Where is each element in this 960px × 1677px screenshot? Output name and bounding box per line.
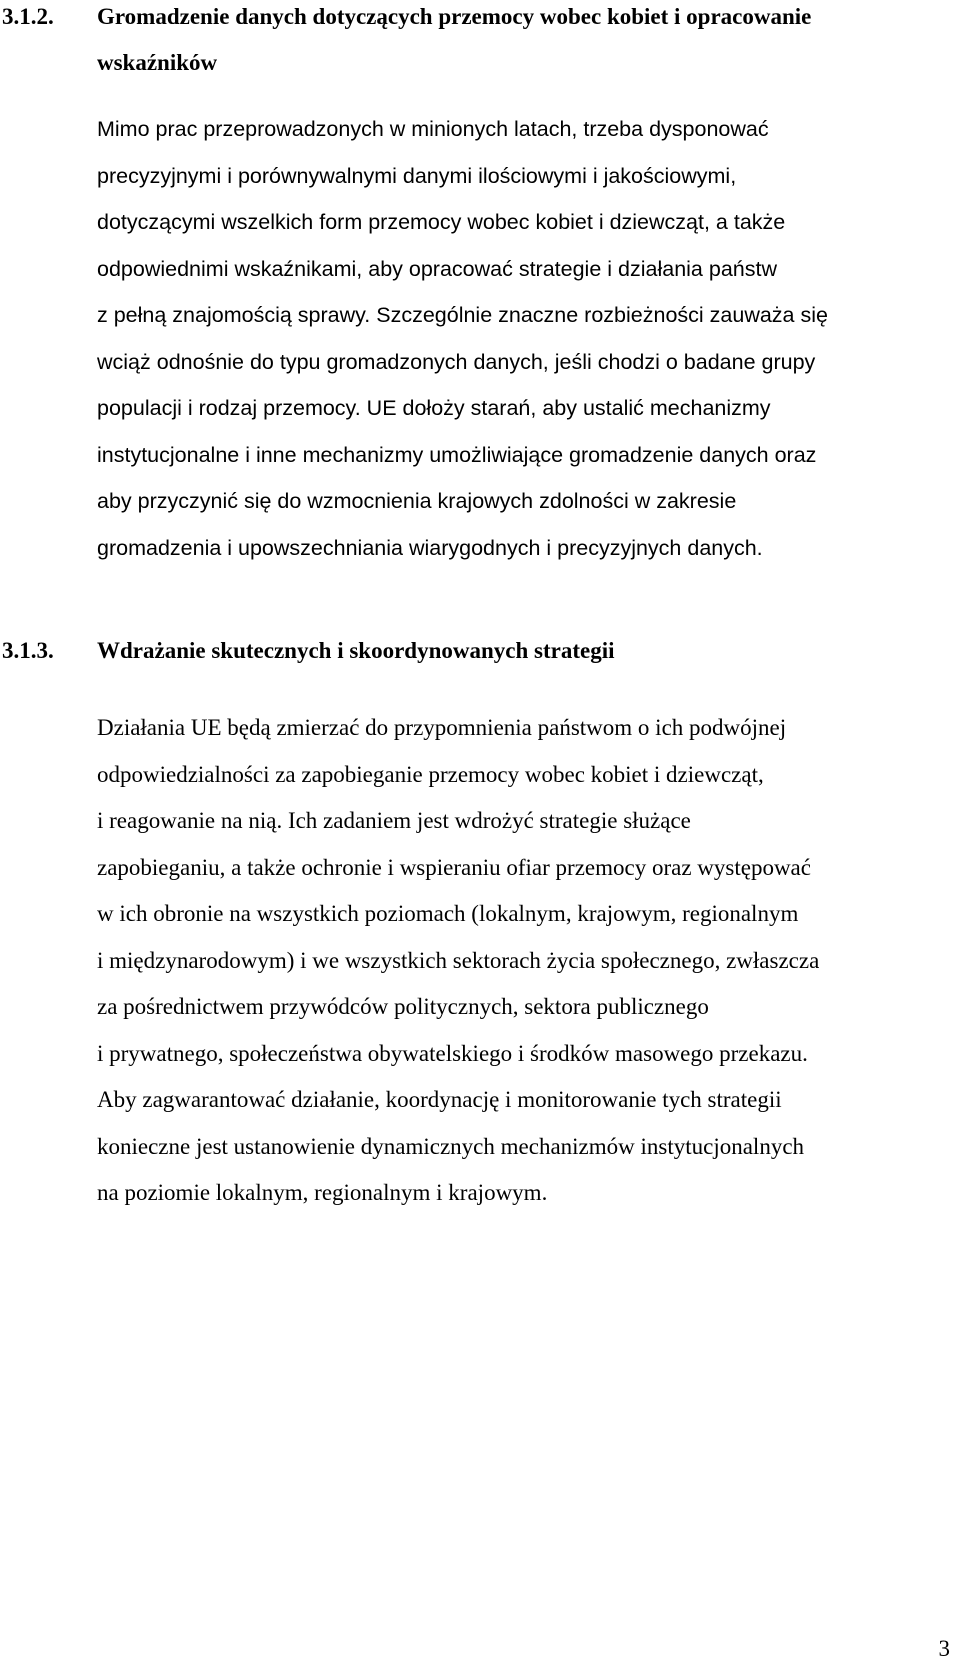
paragraph-line: aby przyczynić się do wzmocnienia krajowych zdolności w zakresie: [97, 489, 737, 513]
paragraph-line: precyzyjnymi i porównywalnymi danymi ilościowymi i jakościowymi,: [97, 163, 737, 188]
paragraph-line: dotyczącymi wszelkich form przemocy wobec kobiet i dziewcząt, a także: [97, 210, 786, 234]
section-title-line: Gromadzenie danych dotyczących przemocy wobec kobiet i opracowanie: [97, 4, 812, 29]
paragraph-line: z pełną znajomością sprawy. Szczególnie znaczne rozbieżności zauważa się: [97, 303, 828, 327]
paragraph-line: na poziomie lokalnym, regionalnym i krajowym.: [97, 1180, 548, 1205]
section-number: 3.1.3.: [2, 638, 54, 663]
paragraph-line: i prywatnego, społeczeństwa obywatelskiego i środków masowego przekazu.: [97, 1040, 808, 1066]
paragraph-line: odpowiednimi wskaźnikami, aby opracować strategie i działania państw: [97, 256, 777, 281]
section-number: 3.1.2.: [2, 4, 54, 29]
paragraph-line: i międzynarodowym) i we wszystkich sektorach życia społecznego, zwłaszcza: [97, 947, 820, 973]
section-title-line: Wdrażanie skutecznych i skoordynowanych strategii: [97, 638, 615, 663]
paragraph-line: odpowiedzialności za zapobieganie przemocy wobec kobiet i dziewcząt,: [97, 761, 764, 787]
section-paragraph-3-1-3: [97, 705, 947, 1217]
paragraph-line: w ich obronie na wszystkich poziomach (lokalnym, krajowym, regionalnym: [97, 901, 799, 926]
paragraph-line: gromadzenia i upowszechniania wiarygodnych i precyzyjnych danych.: [97, 535, 763, 560]
paragraph-line: wciąż odnośnie do typu gromadzonych danych, jeśli chodzi o badane grupy: [97, 349, 816, 374]
paragraph-line: populacji i rodzaj przemocy. UE dołoży starań, aby ustalić mechanizmy: [97, 396, 771, 420]
section-title-line: wskaźników: [97, 50, 218, 75]
paragraph-line: i reagowanie na nią. Ich zadaniem jest wdrożyć strategie służące: [97, 808, 691, 833]
paragraph-line: zapobieganiu, a także ochronie i wspieraniu ofiar przemocy oraz występować: [97, 854, 811, 880]
paragraph-line: za pośrednictwem przywódców politycznych, sektora publicznego: [97, 994, 709, 1019]
section-title: [97, 0, 947, 86]
paragraph-line: konieczne jest ustanowienie dynamicznych mechanizmów instytucjonalnych: [97, 1133, 805, 1159]
paragraph-line: instytucjonalne i inne mechanizmy umożliwiające gromadzenie danych oraz: [97, 442, 817, 467]
section-title: [97, 628, 947, 674]
section-paragraph-3-1-2: [97, 106, 947, 571]
paragraph-line: Działania UE będą zmierzać do przypomnienia państwom o ich podwójnej: [97, 715, 787, 740]
paragraph-line: Mimo prac przeprowadzonych w minionych latach, trzeba dysponować: [97, 117, 769, 141]
page-number: 3: [938, 1636, 950, 1661]
paragraph-line: Aby zagwarantować działanie, koordynację i monitorowanie tych strategii: [97, 1087, 782, 1112]
